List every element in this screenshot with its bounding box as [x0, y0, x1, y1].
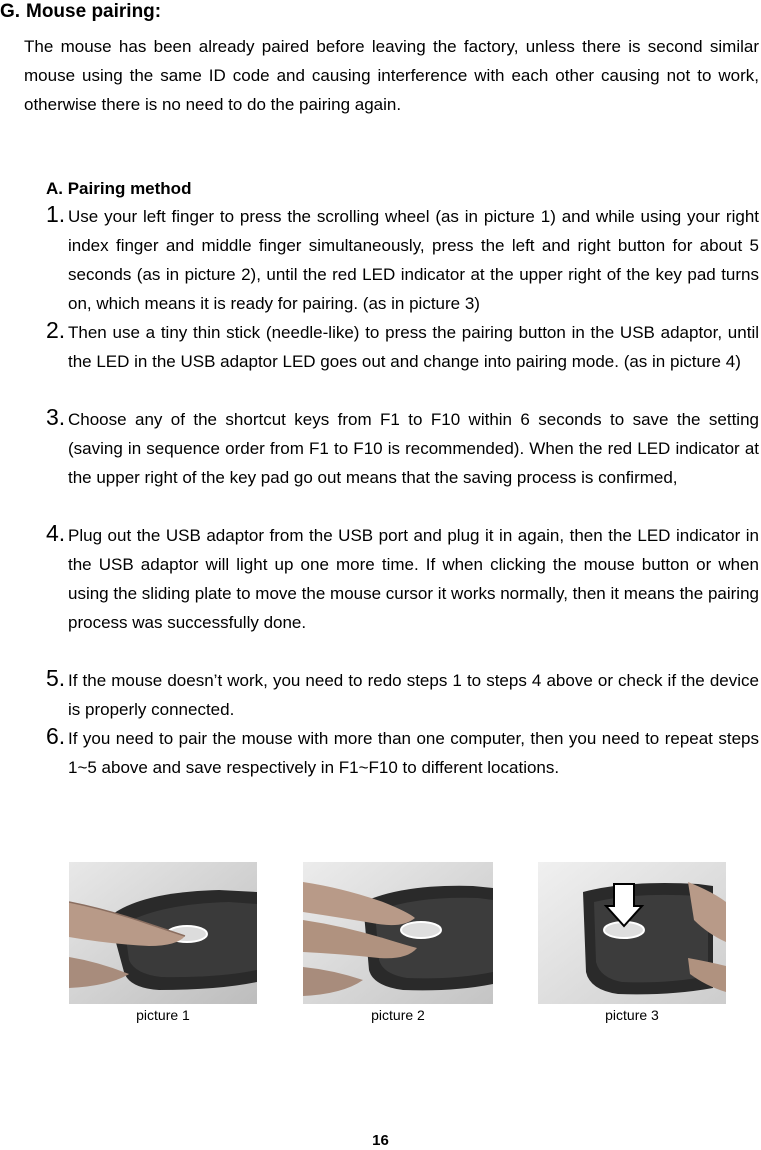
page-number: 16 [372, 1132, 389, 1149]
picture-2-caption: picture 2 [371, 1007, 425, 1023]
intro-paragraph: The mouse has been already paired before leaving the factory, unless there is second similar mouse using the same ID code and causing interference with each other causing not to work, otherwise there is no need to do the pairing again. [24, 37, 759, 114]
step-3 [46, 405, 759, 521]
section-title: Mouse pairing: [26, 1, 162, 22]
picture-1-photo [69, 862, 257, 1004]
mouse-photo-icon [69, 862, 257, 1004]
step-text: Plug out the USB adaptor from the USB port and plug it in again, then the LED indicator in the USB adaptor will light up one more time. If when clicking the mouse button or when using the sliding plate to move the mouse cursor it works normally, then it means the pairing process was successfully done. [68, 526, 759, 632]
picture-3-caption: picture 3 [605, 1007, 659, 1023]
step-1 [46, 202, 759, 318]
mouse-photo-icon [538, 862, 726, 1004]
step-text: Use your left finger to press the scrolling wheel (as in picture 1) and while using your right index finger and middle finger simultaneously, press the left and right button for about 5 seconds (as in picture 2), until the red LED indicator at the upper right of the key pad turns on, which means it is ready for pairing. (as in picture 3) [68, 207, 759, 313]
step-number: 2. [46, 317, 66, 343]
picture-1-caption: picture 1 [136, 1007, 190, 1023]
step-number: 4. [46, 520, 66, 546]
section-number: G. [0, 1, 21, 22]
section-heading [0, 0, 761, 24]
step-number: 1. [46, 201, 66, 227]
step-text: If the mouse doesn’t work, you need to redo steps 1 to steps 4 above or check if the device is properly connected. [68, 671, 759, 719]
step-number: 6. [46, 723, 66, 749]
step-text: Then use a tiny thin stick (needle-like) to press the pairing button in the USB adaptor, until the LED in the USB adaptor LED goes out and change into pairing mode. (as in picture 4) [68, 323, 759, 371]
picture-2-photo [303, 862, 493, 1004]
pairing-method-title: A. Pairing method [46, 179, 192, 198]
step-5 [46, 666, 759, 724]
step-number: 3. [46, 404, 66, 430]
step-4 [46, 521, 759, 666]
step-text: If you need to pair the mouse with more than one computer, then you need to repeat steps 1~5 above and save respectively in F1~F10 to different locations. [68, 729, 759, 777]
step-6 [46, 724, 759, 811]
picture-3-photo [538, 862, 726, 1004]
step-text: Choose any of the shortcut keys from F1 to F10 within 6 seconds to save the setting (saving in sequence order from F1 to F10 is recommended). When the red LED indicator at the upper right of the key pad go out means that the saving process is confirmed, [68, 410, 759, 487]
mouse-photo-icon [303, 862, 493, 1004]
step-2 [46, 318, 759, 405]
step-number: 5. [46, 665, 66, 691]
pairing-steps-list [46, 202, 759, 811]
